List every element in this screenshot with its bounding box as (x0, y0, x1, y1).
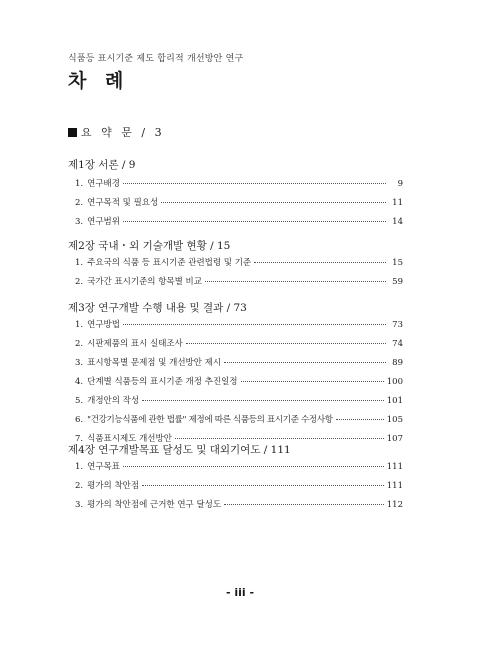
entry-page: 101 (386, 396, 403, 406)
entry-label: 국가간 표시기준의 항목별 비교 (87, 277, 202, 287)
toc-entry[interactable] (75, 318, 403, 337)
toc-entry[interactable] (75, 479, 403, 498)
entry-label: 식품표시제도 개선방안 (87, 434, 172, 444)
dot-leader (123, 324, 386, 325)
entry-page: 14 (392, 217, 403, 227)
entry-label: 주요국의 식품 등 표시기준 관련법령 및 기준 (87, 258, 252, 268)
chapter-heading-2[interactable]: 제2장 국내・외 기술개발 현황 / 15 (68, 240, 231, 252)
entry-number: 3. (75, 358, 84, 368)
entry-number: 3. (75, 500, 84, 510)
entry-number: 2. (75, 198, 84, 208)
entry-label: 연구목적 및 필요성 (87, 198, 159, 208)
entry-label: 연구목표 (87, 462, 120, 472)
toc-entry[interactable] (75, 337, 403, 356)
entry-page: 73 (392, 320, 403, 330)
toc-entry[interactable] (75, 498, 403, 517)
entry-page: 107 (386, 434, 403, 444)
dot-leader (142, 485, 384, 486)
entry-label: 개정안의 작성 (87, 396, 140, 406)
dot-leader (224, 362, 386, 363)
entry-number: 6. (75, 415, 84, 425)
chapter-2-entries (75, 256, 403, 294)
dot-leader (123, 466, 384, 467)
entry-number: 4. (75, 377, 84, 387)
entry-page: 59 (392, 277, 403, 287)
entry-number: 1. (75, 179, 84, 189)
entry-page: 15 (392, 258, 403, 268)
dot-leader (175, 438, 384, 439)
dot-leader (142, 400, 384, 401)
dot-leader (123, 183, 386, 184)
toc-entry[interactable] (75, 356, 403, 375)
entry-number: 3. (75, 217, 84, 227)
dot-leader (254, 262, 386, 263)
entry-page: 100 (386, 377, 403, 387)
entry-label: 연구방법 (87, 320, 120, 330)
entry-page: 111 (386, 481, 403, 491)
toc-entry[interactable] (75, 460, 403, 479)
entry-label: 평가의 착안점에 근거한 연구 달성도 (87, 500, 222, 510)
dot-leader (224, 504, 384, 505)
toc-entry[interactable] (75, 394, 403, 413)
entry-page: 105 (386, 415, 403, 425)
entry-number: 1. (75, 258, 84, 268)
entry-page: 9 (397, 179, 403, 189)
entry-label: 시판제품의 표시 실태조사 (87, 339, 183, 349)
entry-number: 5. (75, 396, 84, 406)
entry-page: 11 (392, 198, 403, 208)
dot-leader (161, 202, 386, 203)
entry-label: 연구범위 (87, 217, 120, 227)
chapter-1-entries (75, 177, 403, 234)
dot-leader (205, 281, 386, 282)
page-number: - iii - (225, 586, 255, 599)
toc-entry[interactable] (75, 275, 403, 294)
toc-entry[interactable] (75, 196, 403, 215)
square-bullet-icon (68, 128, 77, 137)
page-title: 차 례 (68, 70, 130, 92)
entry-label: 단계별 식품등의 표시기준 개정 추진일정 (87, 377, 238, 387)
chapter-heading-3[interactable]: 제3장 연구개발 수행 내용 및 결과 / 73 (68, 302, 247, 314)
toc-entry[interactable] (75, 215, 403, 234)
chapter-3-entries (75, 318, 403, 451)
summary-entry[interactable] (68, 124, 165, 140)
chapter-heading-4[interactable]: 제4장 연구개발목표 달성도 및 대외기여도 / 111 (68, 444, 291, 456)
dot-leader (123, 221, 386, 222)
entry-page: 74 (392, 339, 403, 349)
toc-entry[interactable] (75, 256, 403, 275)
chapter-heading-1[interactable]: 제1장 서론 / 9 (68, 159, 136, 171)
toc-entry[interactable] (75, 177, 403, 196)
entry-number: 2. (75, 277, 84, 287)
summary-label: 요 약 문 / 3 (81, 126, 165, 139)
entry-number: 2. (75, 339, 84, 349)
toc-entry[interactable] (75, 413, 403, 432)
entry-label: 평가의 착안점 (87, 481, 140, 491)
entry-number: 1. (75, 462, 84, 472)
entry-number: 1. (75, 320, 84, 330)
running-header: 식품등 표시기준 제도 합리적 개선방안 연구 (68, 54, 244, 64)
entry-page: 89 (392, 358, 403, 368)
chapter-4-entries (75, 460, 403, 517)
entry-number: 7. (75, 434, 84, 444)
dot-leader (186, 343, 386, 344)
entry-page: 111 (386, 462, 403, 472)
dot-leader (241, 381, 384, 382)
entry-label: 연구배경 (87, 179, 120, 189)
entry-label: 표시항목별 문제점 및 개선방안 제시 (87, 358, 222, 368)
entry-page: 112 (386, 500, 403, 510)
entry-number: 2. (75, 481, 84, 491)
entry-label: "건강기능식품에 관한 법률" 제정에 따른 식품등의 표시기준 수정사항 (87, 415, 333, 425)
toc-entry[interactable] (75, 375, 403, 394)
dot-leader (336, 419, 384, 420)
